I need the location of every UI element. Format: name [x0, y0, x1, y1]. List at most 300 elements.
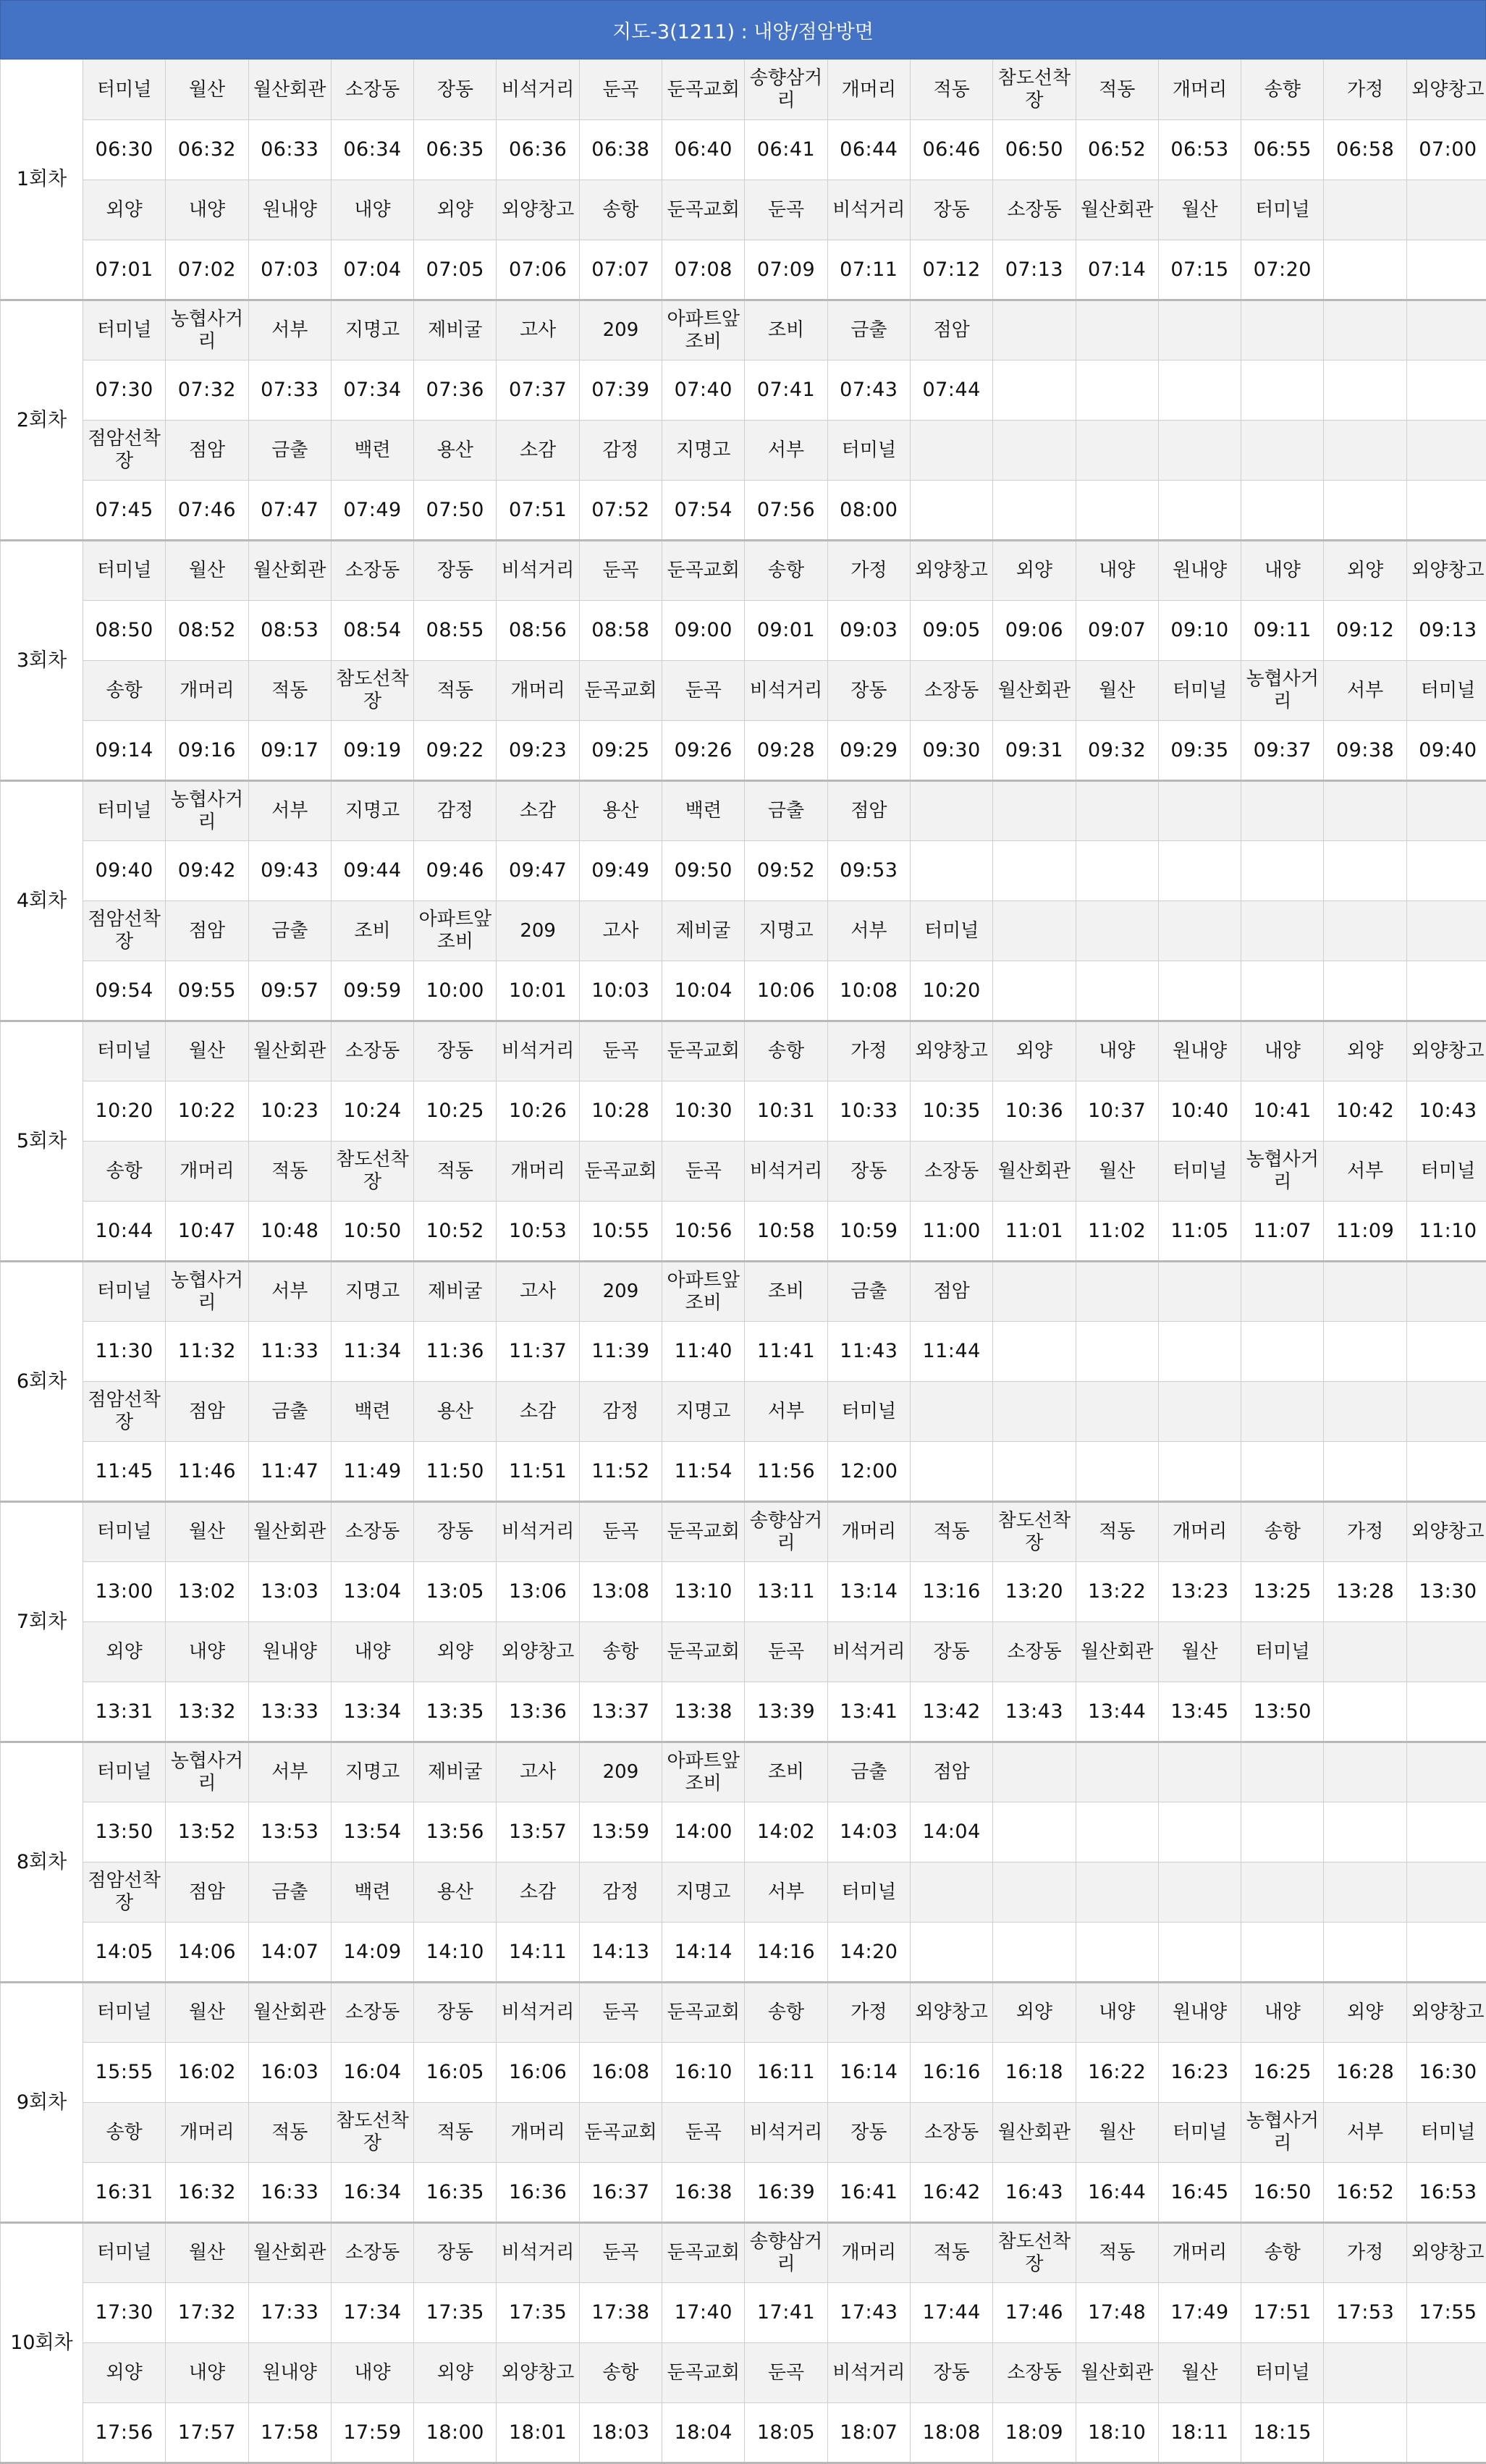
departure-time-cell: 09:42 [166, 841, 248, 901]
empty-cell [993, 481, 1076, 541]
stop-name-cell: 월산회관 [993, 661, 1076, 721]
departure-time-cell: 17:49 [1158, 2283, 1241, 2343]
stop-name-cell: 지명고 [331, 1742, 413, 1802]
stop-name-cell: 내양 [331, 180, 413, 240]
departure-time-cell: 17:40 [662, 2283, 745, 2343]
time-row [1, 240, 1486, 300]
departure-time-cell: 18:10 [1076, 2403, 1158, 2463]
departure-time-cell: 14:14 [662, 1923, 745, 1983]
stop-name-cell: 209 [579, 1262, 662, 1322]
stop-name-cell: 원내양 [1158, 541, 1241, 601]
stop-name-cell: 소감 [497, 781, 579, 841]
departure-time-cell: 07:37 [497, 360, 579, 421]
empty-cell [1076, 781, 1158, 841]
stop-name-cell: 아파트앞조비 [662, 1262, 745, 1322]
departure-time-cell: 07:43 [827, 360, 910, 421]
stop-name-cell: 소장동 [993, 2343, 1076, 2403]
stop-name-cell: 적동 [414, 661, 497, 721]
stop-name-cell: 백련 [331, 421, 413, 481]
trip-label: 4회차 [1, 781, 83, 1021]
departure-time-cell: 07:07 [579, 240, 662, 300]
empty-cell [1241, 841, 1324, 901]
stop-name-cell: 송향삼거리 [745, 1502, 827, 1562]
stop-name-cell: 둔곡교회 [662, 541, 745, 601]
empty-cell [1406, 180, 1486, 240]
stop-name-cell: 서부 [827, 901, 910, 961]
departure-time-cell: 16:11 [745, 2043, 827, 2103]
departure-time-cell: 16:32 [166, 2163, 248, 2223]
departure-time-cell: 10:31 [745, 1081, 827, 1142]
time-row [1, 1923, 1486, 1983]
stop-name-cell: 터미널 [83, 1021, 166, 1081]
stop-name-cell: 외양 [1324, 541, 1406, 601]
departure-time-cell: 06:38 [579, 120, 662, 180]
departure-time-cell: 07:00 [1406, 120, 1486, 180]
departure-time-cell: 09:44 [331, 841, 413, 901]
stop-row [1, 1862, 1486, 1923]
stop-name-cell: 금출 [827, 1742, 910, 1802]
stop-name-cell: 외양 [83, 2343, 166, 2403]
stop-name-cell: 내양 [166, 2343, 248, 2403]
stop-name-cell: 점암 [910, 300, 992, 360]
time-row [1, 120, 1486, 180]
empty-cell [1406, 1622, 1486, 1682]
departure-time-cell: 17:58 [248, 2403, 331, 2463]
trip-label: 9회차 [1, 1983, 83, 2223]
departure-time-cell: 09:17 [248, 721, 331, 781]
departure-time-cell: 17:51 [1241, 2283, 1324, 2343]
departure-time-cell: 10:47 [166, 1202, 248, 1262]
empty-cell [1241, 1923, 1324, 1983]
stop-name-cell: 소장동 [331, 2223, 413, 2283]
departure-time-cell: 14:06 [166, 1923, 248, 1983]
departure-time-cell: 07:03 [248, 240, 331, 300]
stop-name-cell: 서부 [248, 300, 331, 360]
stop-name-cell: 금출 [248, 421, 331, 481]
departure-time-cell: 10:43 [1406, 1081, 1486, 1142]
stop-name-cell: 둔곡교회 [662, 60, 745, 120]
departure-time-cell: 13:39 [745, 1682, 827, 1742]
empty-cell [1158, 1382, 1241, 1442]
stop-name-cell: 터미널 [1406, 1142, 1486, 1202]
stop-name-cell: 월산회관 [1076, 2343, 1158, 2403]
time-row [1, 1442, 1486, 1502]
departure-time-cell: 14:13 [579, 1923, 662, 1983]
stop-name-cell: 소장동 [910, 1142, 992, 1202]
empty-cell [1324, 1442, 1406, 1502]
departure-time-cell: 13:45 [1158, 1682, 1241, 1742]
departure-time-cell: 12:00 [827, 1442, 910, 1502]
departure-time-cell: 09:47 [497, 841, 579, 901]
departure-time-cell: 07:45 [83, 481, 166, 541]
stop-name-cell: 소장동 [910, 2103, 992, 2163]
departure-time-cell: 10:33 [827, 1081, 910, 1142]
stop-name-cell: 외양 [1324, 1983, 1406, 2043]
departure-time-cell: 16:18 [993, 2043, 1076, 2103]
stop-name-cell: 장동 [910, 2343, 992, 2403]
departure-time-cell: 09:01 [745, 601, 827, 661]
stop-name-cell: 월산회관 [248, 541, 331, 601]
empty-cell [993, 300, 1076, 360]
stop-name-cell: 개머리 [166, 2103, 248, 2163]
departure-time-cell: 08:53 [248, 601, 331, 661]
stop-name-cell: 용산 [414, 1862, 497, 1923]
empty-cell [1241, 1322, 1324, 1382]
departure-time-cell: 07:56 [745, 481, 827, 541]
departure-time-cell: 16:05 [414, 2043, 497, 2103]
stop-name-cell: 둔곡 [745, 180, 827, 240]
empty-cell [910, 781, 992, 841]
departure-time-cell: 09:22 [414, 721, 497, 781]
stop-name-cell: 아파트앞조비 [662, 1742, 745, 1802]
empty-cell [993, 961, 1076, 1021]
stop-row [1, 901, 1486, 961]
stop-name-cell: 원내양 [248, 2343, 331, 2403]
stop-name-cell: 장동 [827, 1142, 910, 1202]
stop-name-cell: 점암 [166, 421, 248, 481]
empty-cell [1241, 300, 1324, 360]
stop-name-cell: 월산 [1158, 180, 1241, 240]
stop-name-cell: 송항 [83, 1142, 166, 1202]
empty-cell [1406, 781, 1486, 841]
empty-cell [910, 1923, 992, 1983]
stop-name-cell: 장동 [414, 60, 497, 120]
stop-name-cell: 지명고 [745, 901, 827, 961]
stop-name-cell: 서부 [745, 421, 827, 481]
empty-cell [993, 1923, 1076, 1983]
stop-name-cell: 적동 [910, 2223, 992, 2283]
departure-time-cell: 18:01 [497, 2403, 579, 2463]
stop-name-cell: 월산 [166, 1021, 248, 1081]
stop-name-cell: 월산회관 [248, 2223, 331, 2283]
departure-time-cell: 06:32 [166, 120, 248, 180]
departure-time-cell: 18:08 [910, 2403, 992, 2463]
departure-time-cell: 07:34 [331, 360, 413, 421]
stop-name-cell: 월산회관 [248, 1021, 331, 1081]
departure-time-cell: 07:13 [993, 240, 1076, 300]
departure-time-cell: 09:28 [745, 721, 827, 781]
stop-name-cell: 지명고 [331, 781, 413, 841]
departure-time-cell: 16:52 [1324, 2163, 1406, 2223]
stop-name-cell: 외양창고 [910, 1021, 992, 1081]
departure-time-cell: 11:46 [166, 1442, 248, 1502]
departure-time-cell: 10:30 [662, 1081, 745, 1142]
empty-cell [1324, 2403, 1406, 2463]
departure-time-cell: 10:08 [827, 961, 910, 1021]
stop-name-cell: 터미널 [1158, 1142, 1241, 1202]
stop-name-cell: 지명고 [331, 300, 413, 360]
departure-time-cell: 11:07 [1241, 1202, 1324, 1262]
stop-name-cell: 터미널 [83, 60, 166, 120]
stop-name-cell: 개머리 [827, 2223, 910, 2283]
empty-cell [1406, 841, 1486, 901]
stop-name-cell: 둔곡교회 [662, 1021, 745, 1081]
empty-cell [1158, 481, 1241, 541]
departure-time-cell: 16:43 [993, 2163, 1076, 2223]
stop-name-cell: 송항 [745, 541, 827, 601]
stop-name-cell: 서부 [1324, 661, 1406, 721]
stop-name-cell: 터미널 [83, 2223, 166, 2283]
departure-time-cell: 13:41 [827, 1682, 910, 1742]
departure-time-cell: 10:24 [331, 1081, 413, 1142]
timetable [0, 59, 1486, 2464]
stop-row [1, 661, 1486, 721]
stop-name-cell: 비석거리 [497, 60, 579, 120]
departure-time-cell: 11:50 [414, 1442, 497, 1502]
empty-cell [1324, 1382, 1406, 1442]
departure-time-cell: 06:33 [248, 120, 331, 180]
stop-name-cell: 장동 [414, 541, 497, 601]
departure-time-cell: 16:14 [827, 2043, 910, 2103]
departure-time-cell: 13:32 [166, 1682, 248, 1742]
departure-time-cell: 07:15 [1158, 240, 1241, 300]
stop-name-cell: 비석거리 [745, 2103, 827, 2163]
departure-time-cell: 17:38 [579, 2283, 662, 2343]
stop-name-cell: 외양 [993, 1983, 1076, 2043]
departure-time-cell: 10:42 [1324, 1081, 1406, 1142]
stop-name-cell: 비석거리 [827, 2343, 910, 2403]
departure-time-cell: 07:41 [745, 360, 827, 421]
departure-time-cell: 17:30 [83, 2283, 166, 2343]
stop-name-cell: 둔곡교회 [662, 2343, 745, 2403]
trip-label: 10회차 [1, 2223, 83, 2463]
empty-cell [1076, 1923, 1158, 1983]
stop-name-cell: 조비 [745, 1262, 827, 1322]
stop-row [1, 2103, 1486, 2163]
empty-cell [1324, 481, 1406, 541]
departure-time-cell: 13:00 [83, 1562, 166, 1622]
stop-name-cell: 장동 [414, 1021, 497, 1081]
departure-time-cell: 10:25 [414, 1081, 497, 1142]
departure-time-cell: 17:33 [248, 2283, 331, 2343]
empty-cell [1241, 421, 1324, 481]
stop-row [1, 1983, 1486, 2043]
stop-name-cell: 제비굴 [414, 1742, 497, 1802]
empty-cell [1406, 1322, 1486, 1382]
departure-time-cell: 11:36 [414, 1322, 497, 1382]
stop-name-cell: 내양 [1241, 1021, 1324, 1081]
empty-cell [1158, 1742, 1241, 1802]
departure-time-cell: 13:50 [1241, 1682, 1324, 1742]
empty-cell [1076, 1742, 1158, 1802]
departure-time-cell: 07:46 [166, 481, 248, 541]
stop-name-cell: 개머리 [827, 1502, 910, 1562]
departure-time-cell: 09:40 [83, 841, 166, 901]
stop-row [1, 541, 1486, 601]
departure-time-cell: 06:30 [83, 120, 166, 180]
departure-time-cell: 17:35 [497, 2283, 579, 2343]
departure-time-cell: 13:28 [1324, 1562, 1406, 1622]
stop-name-cell: 점암 [166, 901, 248, 961]
departure-time-cell: 14:04 [910, 1802, 992, 1862]
stop-name-cell: 소장동 [993, 180, 1076, 240]
stop-name-cell: 송항 [579, 180, 662, 240]
empty-cell [1241, 1262, 1324, 1322]
departure-time-cell: 16:30 [1406, 2043, 1486, 2103]
empty-cell [993, 781, 1076, 841]
stop-name-cell: 장동 [414, 1983, 497, 2043]
stop-row [1, 1142, 1486, 1202]
departure-time-cell: 13:36 [497, 1682, 579, 1742]
stop-name-cell: 터미널 [827, 1862, 910, 1923]
departure-time-cell: 06:58 [1324, 120, 1406, 180]
time-row [1, 841, 1486, 901]
empty-cell [1158, 421, 1241, 481]
stop-name-cell: 월산 [166, 2223, 248, 2283]
timetable-body [1, 60, 1486, 2463]
departure-time-cell: 16:10 [662, 2043, 745, 2103]
departure-time-cell: 16:37 [579, 2163, 662, 2223]
departure-time-cell: 11:33 [248, 1322, 331, 1382]
trip-label: 5회차 [1, 1021, 83, 1262]
time-row [1, 2403, 1486, 2463]
empty-cell [910, 481, 992, 541]
stop-name-cell: 참도선착장 [331, 661, 413, 721]
stop-name-cell: 서부 [1324, 2103, 1406, 2163]
stop-name-cell: 월산 [166, 1502, 248, 1562]
stop-name-cell: 월산 [1158, 1622, 1241, 1682]
empty-cell [993, 1862, 1076, 1923]
stop-name-cell: 월산회관 [993, 1142, 1076, 1202]
empty-cell [1158, 1862, 1241, 1923]
stop-name-cell: 참도선착장 [993, 60, 1076, 120]
departure-time-cell: 09:12 [1324, 601, 1406, 661]
departure-time-cell: 07:44 [910, 360, 992, 421]
stop-name-cell: 원내양 [248, 1622, 331, 1682]
empty-cell [1158, 1262, 1241, 1322]
time-row [1, 721, 1486, 781]
stop-name-cell: 백련 [331, 1862, 413, 1923]
stop-name-cell: 송향삼거리 [745, 60, 827, 120]
stop-name-cell: 둔곡교회 [579, 661, 662, 721]
departure-time-cell: 11:10 [1406, 1202, 1486, 1262]
stop-name-cell: 터미널 [83, 300, 166, 360]
stop-name-cell: 외양 [83, 1622, 166, 1682]
stop-name-cell: 비석거리 [827, 1622, 910, 1682]
stop-name-cell: 지명고 [662, 1862, 745, 1923]
stop-name-cell: 둔곡 [662, 661, 745, 721]
departure-time-cell: 16:04 [331, 2043, 413, 2103]
departure-time-cell: 18:07 [827, 2403, 910, 2463]
departure-time-cell: 06:53 [1158, 120, 1241, 180]
stop-name-cell: 적동 [414, 2103, 497, 2163]
stop-name-cell: 장동 [414, 1502, 497, 1562]
departure-time-cell: 13:02 [166, 1562, 248, 1622]
departure-time-cell: 16:53 [1406, 2163, 1486, 2223]
departure-time-cell: 07:52 [579, 481, 662, 541]
stop-name-cell: 제비굴 [414, 1262, 497, 1322]
empty-cell [993, 901, 1076, 961]
departure-time-cell: 11:51 [497, 1442, 579, 1502]
empty-cell [1324, 1862, 1406, 1923]
departure-time-cell: 10:20 [910, 961, 992, 1021]
departure-time-cell: 11:47 [248, 1442, 331, 1502]
stop-name-cell: 금출 [248, 1382, 331, 1442]
stop-row [1, 60, 1486, 120]
stop-name-cell: 제비굴 [414, 300, 497, 360]
stop-name-cell: 조비 [331, 901, 413, 961]
stop-name-cell: 장동 [827, 2103, 910, 2163]
departure-time-cell: 18:11 [1158, 2403, 1241, 2463]
stop-name-cell: 감정 [579, 1382, 662, 1442]
departure-time-cell: 17:44 [910, 2283, 992, 2343]
stop-name-cell: 외양 [414, 180, 497, 240]
departure-time-cell: 07:20 [1241, 240, 1324, 300]
stop-name-cell: 금출 [248, 901, 331, 961]
departure-time-cell: 07:14 [1076, 240, 1158, 300]
empty-cell [1324, 2343, 1406, 2403]
trip-label: 7회차 [1, 1502, 83, 1742]
stop-name-cell: 개머리 [497, 2103, 579, 2163]
stop-name-cell: 비석거리 [497, 1021, 579, 1081]
departure-time-cell: 16:44 [1076, 2163, 1158, 2223]
departure-time-cell: 10:59 [827, 1202, 910, 1262]
stop-name-cell: 농협사거리 [166, 300, 248, 360]
stop-name-cell: 내양 [1241, 541, 1324, 601]
departure-time-cell: 13:30 [1406, 1562, 1486, 1622]
departure-time-cell: 07:49 [331, 481, 413, 541]
stop-name-cell: 금출 [248, 1862, 331, 1923]
empty-cell [1241, 901, 1324, 961]
departure-time-cell: 07:32 [166, 360, 248, 421]
stop-name-cell: 금출 [827, 300, 910, 360]
stop-name-cell: 터미널 [83, 1502, 166, 1562]
stop-name-cell: 점암 [166, 1382, 248, 1442]
stop-name-cell: 외양창고 [497, 180, 579, 240]
departure-time-cell: 14:10 [414, 1923, 497, 1983]
stop-name-cell: 감정 [579, 1862, 662, 1923]
stop-name-cell: 점암 [166, 1862, 248, 1923]
stop-name-cell: 내양 [331, 2343, 413, 2403]
stop-name-cell: 비석거리 [497, 1983, 579, 2043]
empty-cell [1158, 1322, 1241, 1382]
stop-name-cell: 외양창고 [1406, 2223, 1486, 2283]
departure-time-cell: 17:34 [331, 2283, 413, 2343]
stop-name-cell: 둔곡 [579, 2223, 662, 2283]
empty-cell [1324, 1742, 1406, 1802]
departure-time-cell: 08:00 [827, 481, 910, 541]
stop-name-cell: 제비굴 [662, 901, 745, 961]
departure-time-cell: 07:36 [414, 360, 497, 421]
departure-time-cell: 09:30 [910, 721, 992, 781]
departure-time-cell: 11:43 [827, 1322, 910, 1382]
departure-time-cell: 09:11 [1241, 601, 1324, 661]
departure-time-cell: 10:35 [910, 1081, 992, 1142]
stop-name-cell: 감정 [414, 781, 497, 841]
departure-time-cell: 13:03 [248, 1562, 331, 1622]
departure-time-cell: 09:31 [993, 721, 1076, 781]
departure-time-cell: 10:20 [83, 1081, 166, 1142]
departure-time-cell: 16:23 [1158, 2043, 1241, 2103]
departure-time-cell: 14:05 [83, 1923, 166, 1983]
departure-time-cell: 09:07 [1076, 601, 1158, 661]
stop-name-cell: 조비 [745, 1742, 827, 1802]
stop-name-cell: 적동 [910, 60, 992, 120]
stop-name-cell: 송항 [1241, 2223, 1324, 2283]
stop-name-cell: 장동 [827, 661, 910, 721]
empty-cell [1241, 1742, 1324, 1802]
departure-time-cell: 17:55 [1406, 2283, 1486, 2343]
departure-time-cell: 18:05 [745, 2403, 827, 2463]
stop-name-cell: 월산 [166, 1983, 248, 2043]
trip-label: 3회차 [1, 541, 83, 781]
empty-cell [910, 1382, 992, 1442]
departure-time-cell: 13:10 [662, 1562, 745, 1622]
time-row [1, 2163, 1486, 2223]
departure-time-cell: 07:09 [745, 240, 827, 300]
stop-name-cell: 지명고 [662, 421, 745, 481]
stop-name-cell: 소감 [497, 1862, 579, 1923]
